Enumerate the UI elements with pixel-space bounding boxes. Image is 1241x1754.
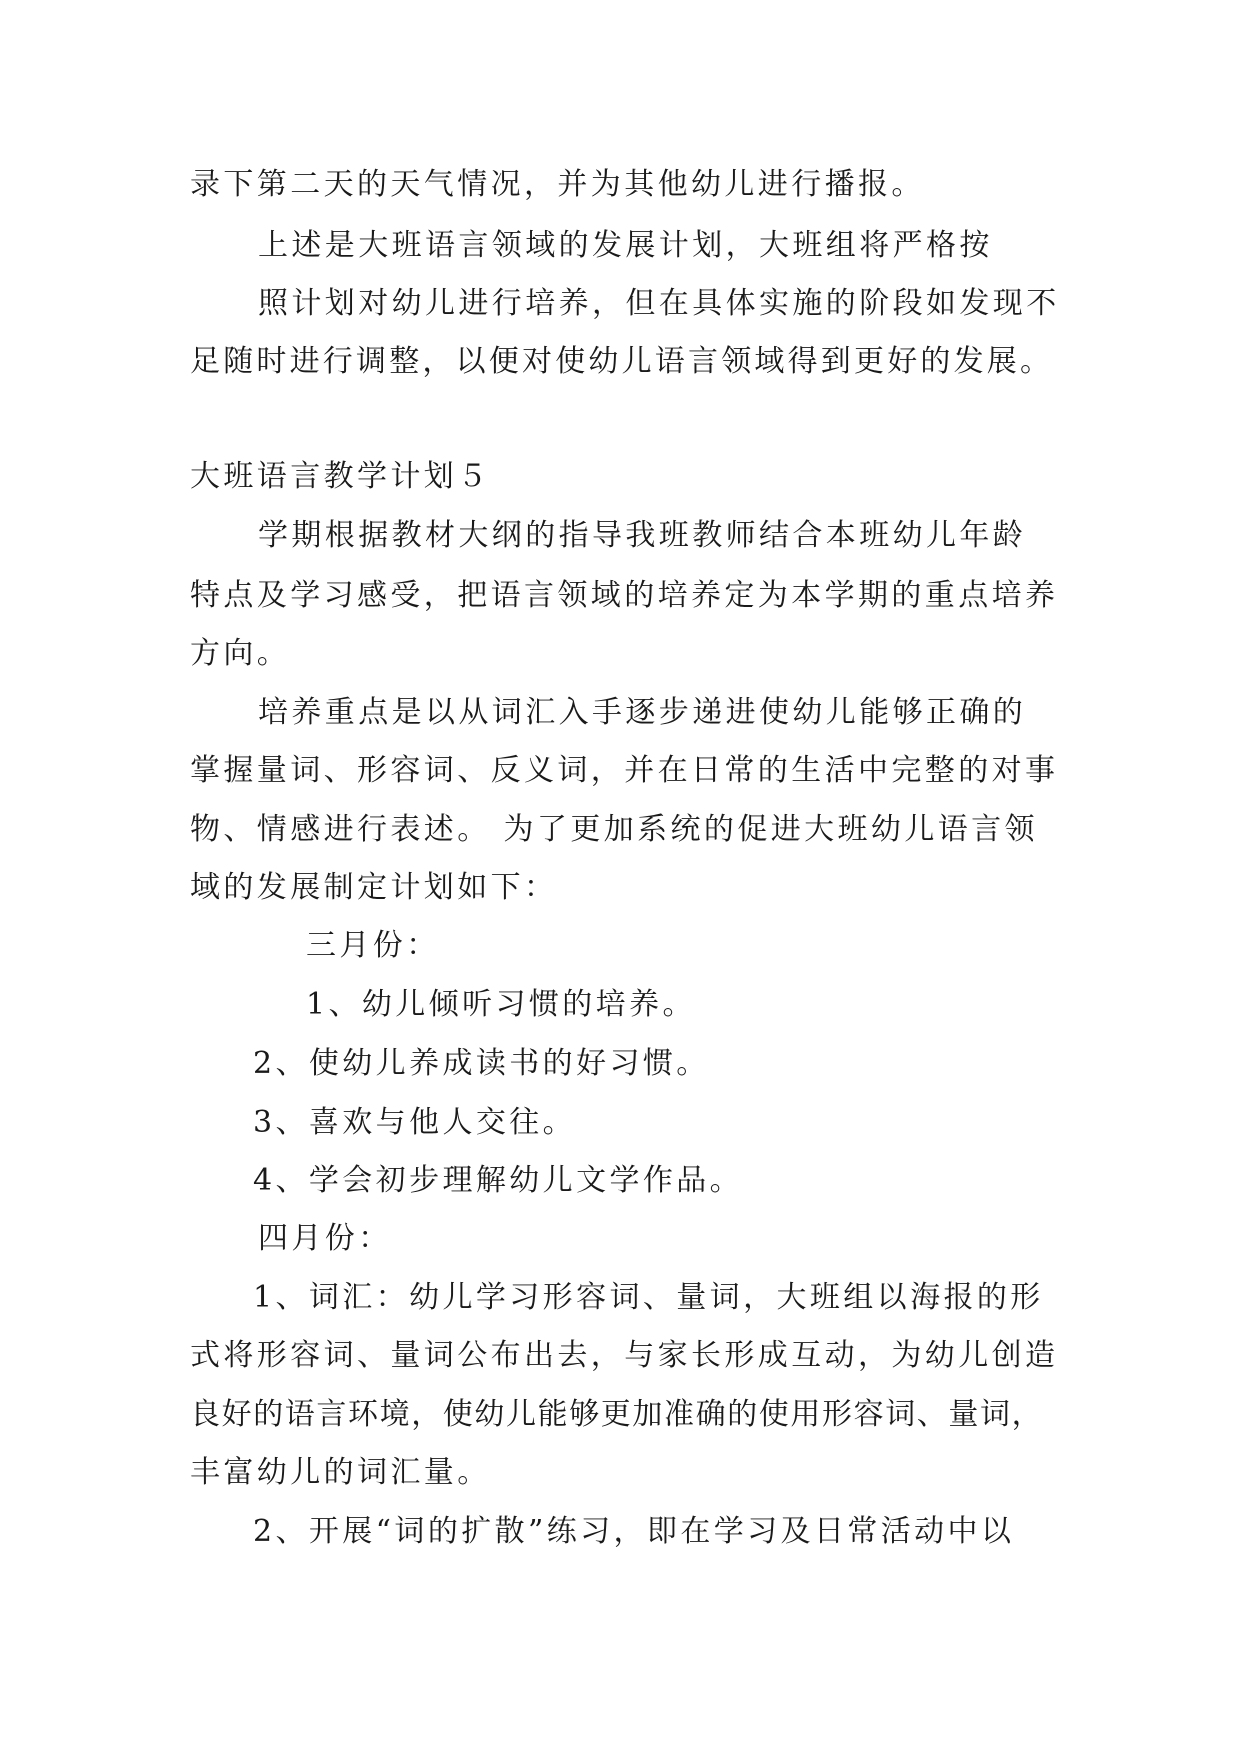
text-line: 培养重点是以从词汇入手逐步递进使幼儿能够正确的 (258, 695, 1027, 730)
month-heading: 三月份： (306, 928, 440, 963)
text-line: 域的发展制定计划如下： (190, 870, 558, 905)
text-line: 丰富幼儿的词汇量。 (190, 1455, 491, 1490)
text-line: 方向。 (190, 636, 291, 671)
text-line: 式将形容词、量词公布出去，与家长形成互动，为幼儿创造 (190, 1338, 1059, 1373)
section-heading: 大班语言教学计划５ (190, 459, 491, 494)
text-line: 良好的语言环境，使幼儿能够更加准确的使用形容词、量词， (190, 1397, 1044, 1432)
text-line: 物、情感进行表述。 为了更加系统的促进大班幼儿语言领 (190, 812, 1038, 847)
list-item: 3、喜欢与他人交往。 (253, 1105, 577, 1140)
list-item: 2、使幼儿养成读书的好习惯。 (253, 1046, 710, 1081)
text-line: 照计划对幼儿进行培养，但在具体实施的阶段如发现不 (258, 286, 1060, 321)
text-line: 录下第二天的天气情况，并为其他幼儿进行播报。 (190, 167, 925, 202)
month-heading: 四月份： (258, 1221, 392, 1256)
text-line: 1、词汇：幼儿学习形容词、量词，大班组以海报的形 (253, 1280, 1044, 1315)
text-line: 特点及学习感受，把语言领域的培养定为本学期的重点培养 (190, 578, 1059, 613)
text-line: 上述是大班语言领域的发展计划，大班组将严格按 (258, 228, 993, 263)
list-item: 4、学会初步理解幼儿文学作品。 (253, 1163, 744, 1198)
text-line: 掌握量词、形容词、反义词，并在日常的生活中完整的对事 (190, 753, 1059, 788)
text-line: 2、开展“词的扩散”练习，即在学习及日常活动中以 (253, 1514, 1015, 1549)
text-line: 学期根据教材大纲的指导我班教师结合本班幼儿年龄 (258, 518, 1027, 553)
list-item: 1、幼儿倾听习惯的培养。 (306, 987, 696, 1022)
text-line: 足随时进行调整，以便对使幼儿语言领域得到更好的发展。 (190, 344, 1054, 379)
